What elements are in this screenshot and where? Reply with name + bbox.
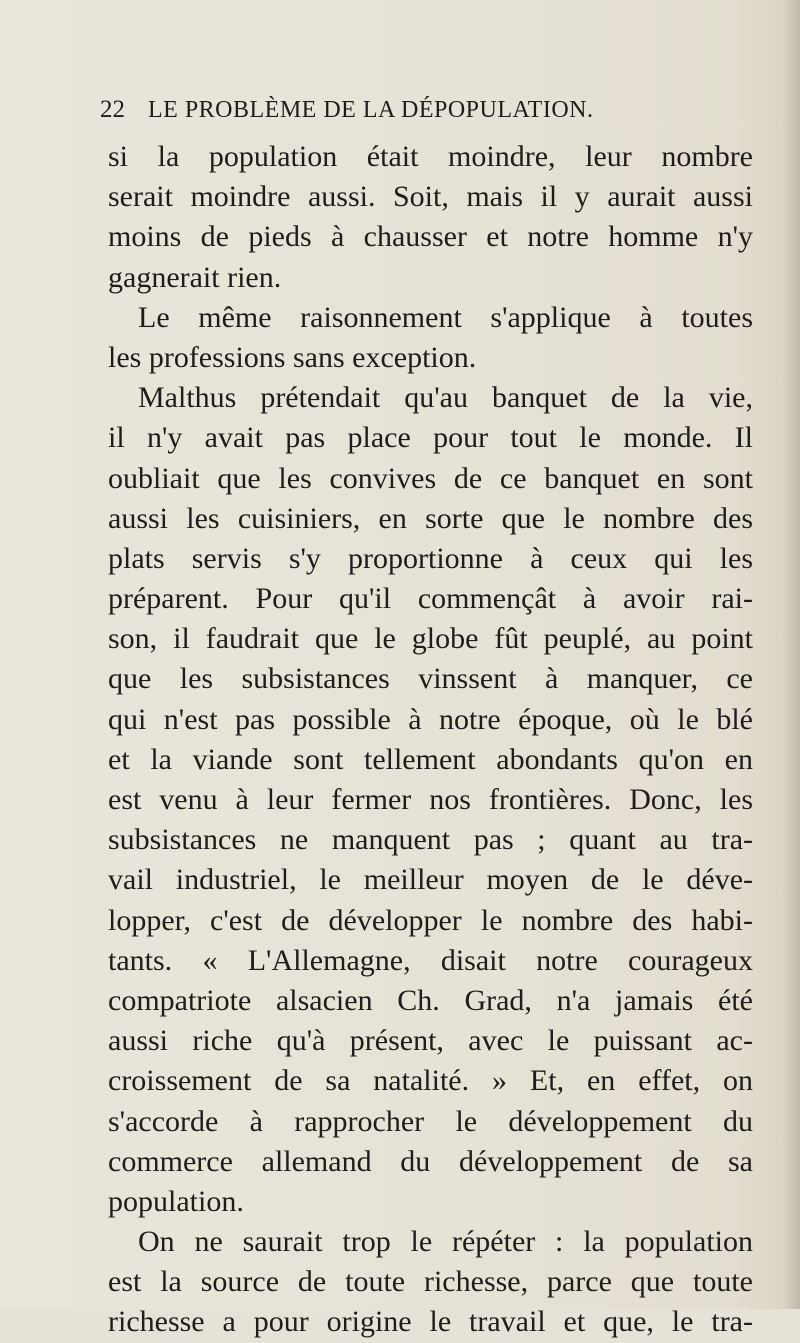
body-text	[108, 137, 753, 1343]
text-line: que les subsistances vinssent à manquer, ce	[108, 662, 753, 696]
text-line: son, il faudrait que le globe fût peuplé, au point	[108, 622, 753, 656]
text-line: tants. « L'Allemagne, disait notre courageux	[108, 943, 753, 977]
text-line: serait moindre aussi. Soit, mais il y aurait aussi	[108, 180, 753, 214]
text-line: est la source de toute richesse, parce que toute	[108, 1265, 753, 1299]
text-line: oubliait que les convives de ce banquet en sont	[108, 461, 753, 495]
text-line: commerce allemand du développement de sa	[108, 1144, 753, 1178]
text-line: vail industriel, le meilleur moyen de le déve-	[108, 863, 753, 897]
text-line: les professions sans exception.	[108, 340, 477, 374]
text-line: et la viande sont tellement abondants qu'on en	[108, 742, 753, 776]
text-line: moins de pieds à chausser et notre homme n'y	[108, 220, 753, 254]
text-line: il n'y avait pas place pour tout le monde. Il	[108, 421, 753, 455]
text-line: est venu à leur fermer nos frontières. Donc, les	[108, 783, 753, 816]
page-number: 22	[100, 96, 125, 123]
text-line: population.	[108, 1184, 244, 1218]
text-line: aussi riche qu'à présent, avec le puissant ac-	[108, 1024, 753, 1058]
running-title: LE PROBLÈME DE LA DÉPOPULATION.	[148, 97, 594, 123]
running-head	[100, 96, 720, 136]
paragraph-start-line: On ne saurait trop le répéter : la population	[138, 1225, 753, 1259]
text-line: préparent. Pour qu'il commençât à avoir rai-	[108, 582, 753, 616]
text-line: gagnerait rien.	[108, 260, 282, 294]
text-line: richesse a pour origine le travail et que, le tra-	[108, 1305, 753, 1339]
page-edge-shadow	[782, 0, 800, 1309]
text-line: si la population était moindre, leur nombre	[108, 140, 753, 173]
text-line: subsistances ne manquent pas ; quant au tra-	[108, 823, 753, 857]
text-line: aussi les cuisiniers, en sorte que le nombre des	[108, 501, 753, 535]
text-line: s'accorde à rapprocher le développement du	[108, 1104, 753, 1138]
text-line: lopper, c'est de développer le nombre des habi-	[108, 903, 753, 937]
text-line: croissement de sa natalité. » Et, en effet, on	[108, 1064, 753, 1098]
text-line: compatriote alsacien Ch. Grad, n'a jamais été	[108, 983, 753, 1017]
text-line: plats servis s'y proportionne à ceux qui les	[108, 541, 753, 575]
paragraph-start-line: Le même raisonnement s'applique à toutes	[138, 300, 753, 334]
paragraph-start-line: Malthus prétendait qu'au banquet de la vie,	[138, 381, 753, 415]
text-line: qui n'est pas possible à notre époque, où le blé	[108, 702, 753, 736]
